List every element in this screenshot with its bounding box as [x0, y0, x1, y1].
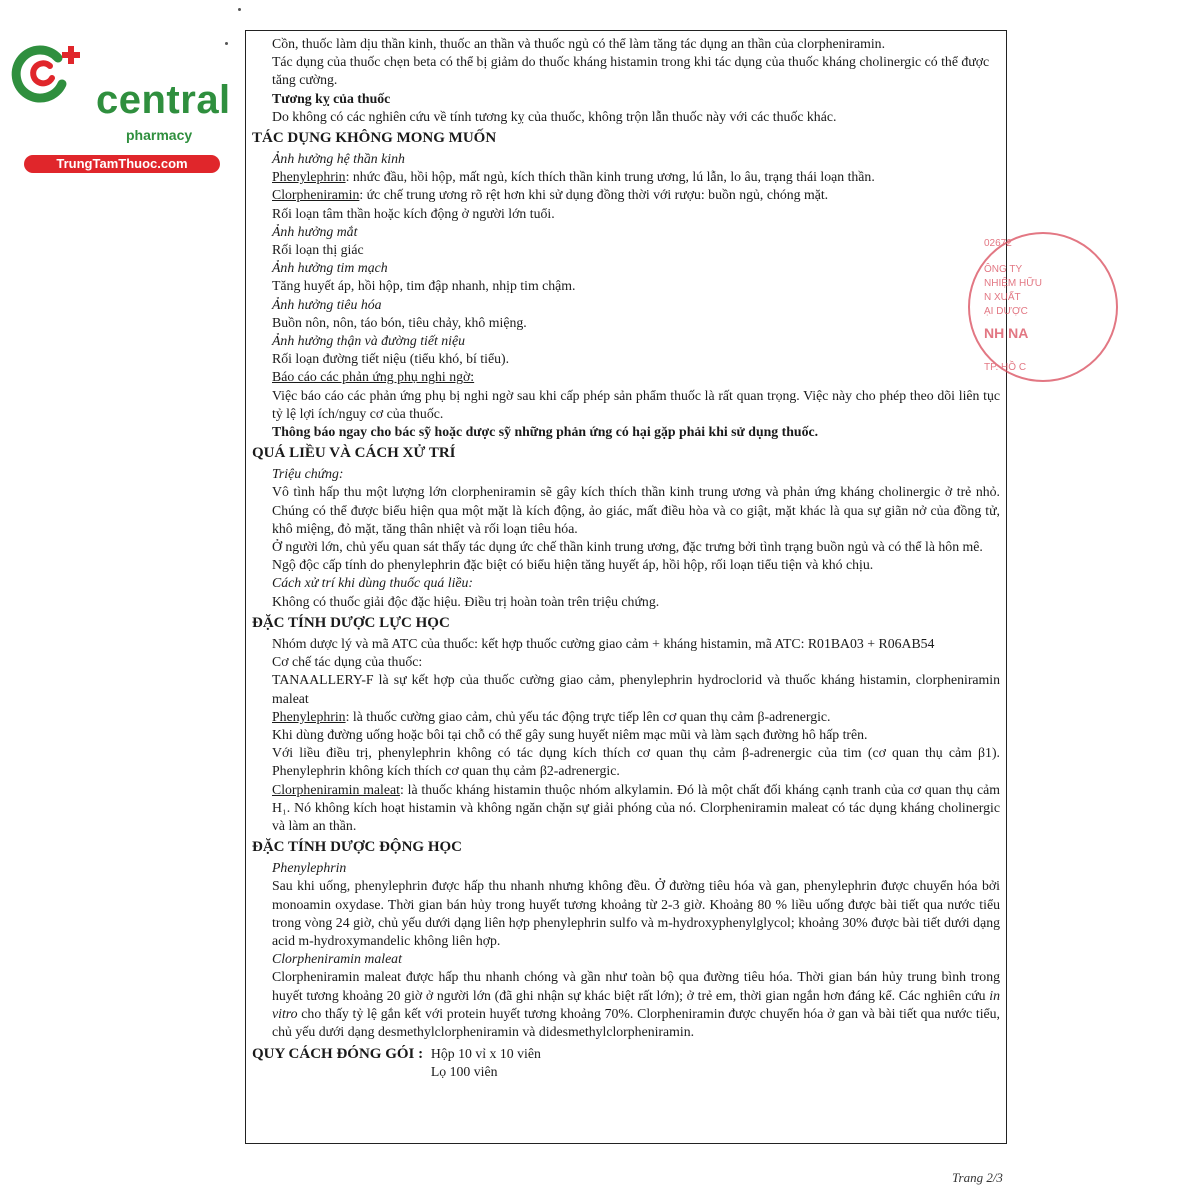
packaging-values — [431, 1045, 541, 1081]
adverse-cardio: Tăng huyết áp, hồi hộp, tim đập nhanh, nhịp tim chậm. — [272, 278, 576, 294]
adverse-gi: Buồn nôn, nôn, táo bón, tiêu chảy, khô miệng. — [272, 314, 527, 330]
pharmacy-cross-icon — [10, 38, 80, 108]
pd-phenylephrin — [272, 708, 1000, 726]
subheading-eye: Ảnh hưởng mắt — [272, 223, 358, 239]
adverse-text: : ức chế trung ương rõ rệt hơn khi sử dụng đồng thời với rượu: buồn ngủ, chóng mặt. — [359, 187, 829, 203]
pd-phenylephrin-2: Khi dùng đường uống hoặc bôi tại chỗ có thể gây sung huyết niêm mạc mũi và làm sạch đường hô hấp trên. — [272, 726, 868, 742]
pd-mechanism: TANAALLERY-F là sự kết hợp của thuốc cường giao cảm, phenylephrin hydroclorid và thuốc kháng histamin, clorpheniramin maleat — [272, 672, 1000, 706]
document-content — [252, 35, 1000, 1082]
drug-label: Phenylephrin — [272, 169, 346, 185]
subheading-uro: Ảnh hưởng thận và đường tiết niệu — [272, 333, 466, 349]
subheading-nervous: Ảnh hưởng hệ thần kinh — [272, 151, 405, 167]
logo-subtitle: pharmacy — [126, 127, 193, 143]
pd-text: : là thuốc kháng histamin thuộc nhóm alkylamin. Đó là một chất đối kháng cạnh tranh của cơ quan thụ cảm H₁. Nó không kích hoạt histamin và không ngăn chặn sự giải phóng của nó. Clorpheniramin maleat có tác dụng kháng cholinergic và làm an thần. — [272, 781, 1000, 833]
adverse-eye: Rối loạn thị giác — [272, 242, 364, 258]
central-pharmacy-logo — [10, 38, 231, 171]
interaction-paragraph: Tác dụng của thuốc chẹn beta có thể bị giảm do thuốc kháng histamin trong khi tác dụng của thuốc kháng cholinergic có thể được tăng cường. — [272, 54, 990, 88]
adverse-phenylephrin — [272, 168, 1000, 186]
packaging-heading: QUY CÁCH ĐÓNG GÓI : — [252, 1046, 427, 1063]
section-adverse-effects: TÁC DỤNG KHÔNG MONG MUỐN — [252, 130, 497, 147]
symptoms-text: Ngộ độc cấp tính do phenylephrin đặc biệt có biểu hiện tăng huyết áp, hồi hộp, rối loạn tiểu tiện và khó chịu. — [272, 557, 874, 573]
stamp-text: NH NA — [984, 325, 1029, 341]
company-stamp — [978, 232, 1042, 382]
subheading-treatment: Cách xử trí khi dùng thuốc quá liều: — [272, 575, 474, 591]
symptoms-text: Ở người lớn, chủ yếu quan sát thấy tác dụng ức chế thần kinh trung ương, đặc trưng bởi tình trạng buồn ngủ và có thể là hôn mê. — [272, 539, 983, 555]
pk-clor-text — [272, 968, 1000, 1041]
report-text: Việc báo cáo các phản ứng phụ bị nghi ngờ sau khi cấp phép sản phẩm thuốc là rất quan trọng. Việc này cho phép theo dõi liên tục tỷ lệ lợi ích/nguy cơ của thuốc. — [272, 387, 1000, 421]
packaging-bottle: Lọ 100 viên — [430, 1064, 498, 1080]
pd-group: Nhóm dược lý và mã ATC của thuốc: kết hợp thuốc cường giao cảm + kháng histamin, mã ATC: R01BA03 + R06AB54 — [272, 635, 935, 651]
treatment-text: Không có thuốc giải độc đặc hiệu. Điều trị hoàn toàn trên triệu chứng. — [272, 593, 660, 609]
adverse-text: : nhức đầu, hồi hộp, mất ngủ, kích thích thần kinh trung ương, lú lẫn, lo âu, trạng thái loạn thần. — [345, 169, 875, 185]
scan-speck — [225, 42, 228, 45]
subheading-gi: Ảnh hưởng tiêu hóa — [272, 296, 382, 312]
packaging — [252, 1045, 1000, 1081]
subheading-symptoms: Triệu chứng: — [272, 466, 344, 482]
pk-text: Clorpheniramin maleat được hấp thu nhanh chóng và gần như toàn bộ qua đường tiêu hóa. Thời gian bán hủy trung bình trong huyết tương khoảng 20 giờ ở người lớn (đã ghi nhận sự khác biệt rất lớn); ở trẻ em, thời gian ngắn hơn đáng kể. Các nghiên cứu — [272, 969, 1000, 1003]
pd-phenylephrin-3: Với liều điều trị, phenylephrin không có tác dụng kích thích cơ quan thụ cảm β-adrenergic của tim (cơ quan thụ cảm β1). Phenylephrin không kích thích cơ quan thụ cảm β2-adrenergic. — [272, 745, 1000, 779]
packaging-box: Hộp 10 vỉ x 10 viên — [430, 1046, 541, 1062]
report-warning: Thông báo ngay cho bác sỹ hoặc dược sỹ những phản ứng có hại gặp phải khi sử dụng thuốc. — [272, 424, 819, 440]
compatibility-text: Do không có các nghiên cứu về tính tương kỵ của thuốc, không trộn lẫn thuốc này với các thuốc khác. — [272, 108, 837, 124]
page-number: Trang 2/3 — [952, 1170, 1003, 1185]
pd-clorpheniramin — [272, 781, 1000, 836]
pk-text-italic: in vitro — [272, 987, 1000, 1021]
adverse-psych: Rối loạn tâm thần hoặc kích động ở người lớn tuổi. — [272, 205, 555, 221]
subheading-cardio: Ảnh hưởng tim mạch — [272, 260, 388, 276]
drug-label: Clorpheniramin — [272, 187, 360, 203]
interaction-paragraph: Cồn, thuốc làm dịu thần kinh, thuốc an thần và thuốc ngủ có thể làm tăng tác dụng an thần của clorpheniramin. — [272, 36, 886, 51]
logo-website[interactable]: TrungTamThuoc.com — [24, 155, 220, 173]
drug-label: Phenylephrin — [272, 708, 346, 724]
section-overdose: QUÁ LIỀU VÀ CÁCH XỬ TRÍ — [252, 445, 456, 462]
section-pharmacokinetics: ĐẶC TÍNH DƯỢC ĐỘNG HỌC — [252, 839, 463, 856]
adverse-clorpheniramin — [272, 186, 1000, 204]
pd-text: : là thuốc cường giao cảm, chủ yếu tác động trực tiếp lên cơ quan thụ cảm β-adrenergic. — [345, 708, 831, 724]
adverse-uro: Rối loạn đường tiết niệu (tiểu khó, bí tiểu). — [272, 351, 510, 367]
logo-name: central — [96, 78, 231, 122]
subheading-pk-phenyl: Phenylephrin — [272, 860, 347, 876]
stamp-text: NHIỆM HỮU — [984, 278, 1042, 289]
pk-phenyl-text: Sau khi uống, phenylephrin được hấp thu nhanh nhưng không đều. Ở đường tiêu hóa và gan, phenylephrin được chuyển hóa bởi monoamin oxydase. Thời gian bán hủy trong huyết tương khoảng từ 2-3 giờ. Khoảng 80 % liều uống được bài tiết qua nước tiểu trong vòng 24 giờ, chủ yếu dưới dạng liên hợp phenylephrin sulfo và m-hydroxyphenylglycol; khoảng 30% được bài tiết dưới dạng acid m-hydroxymandelic không liên hợp. — [272, 878, 1000, 948]
scan-speck — [238, 8, 241, 11]
stamp-text: N XUẤT — [984, 292, 1021, 303]
report-heading: Báo cáo các phản ứng phụ nghi ngờ: — [272, 369, 475, 385]
section-pharmacodynamics: ĐẶC TÍNH DƯỢC LỰC HỌC — [252, 614, 450, 631]
drug-label: Clorpheniramin maleat — [272, 781, 400, 797]
pd-mechanism-heading: Cơ chế tác dụng của thuốc: — [272, 654, 423, 670]
document-frame — [245, 30, 1007, 1144]
stamp-text: ẠI DƯỢC — [984, 306, 1028, 317]
stamp-text: ÔNG TY — [984, 264, 1023, 275]
subheading-pk-clor: Clorpheniramin maleat — [272, 951, 402, 967]
compatibility-heading: Tương kỵ của thuốc — [272, 90, 391, 106]
stamp-text: TP. HỒ C — [984, 362, 1027, 373]
symptoms-text: Vô tình hấp thu một lượng lớn clorpheniramin sẽ gây kích thích thần kinh trung ương và phản ứng kháng cholinergic ở trẻ nhỏ. Chúng có thể được biểu hiện qua một mặt là kích động, ảo giác, mất điều hòa và co giật, mặt khác là qua sự giãn nở của đồng tử, khô miệng, đỏ mặt, tăng thân nhiệt và rối loạn tiêu hóa. — [272, 484, 1000, 536]
pk-text: cho thấy tỷ lệ gắn kết với protein huyết tương khoảng 70%. Clorpheniramin được chuyển hóa ở gan và bài tiết qua nước tiểu, chủ yếu dưới dạng desmethylclorpheniramin và didesmethylclorpheniramin. — [272, 1005, 1000, 1039]
stamp-text: 02672 — [984, 238, 1012, 249]
